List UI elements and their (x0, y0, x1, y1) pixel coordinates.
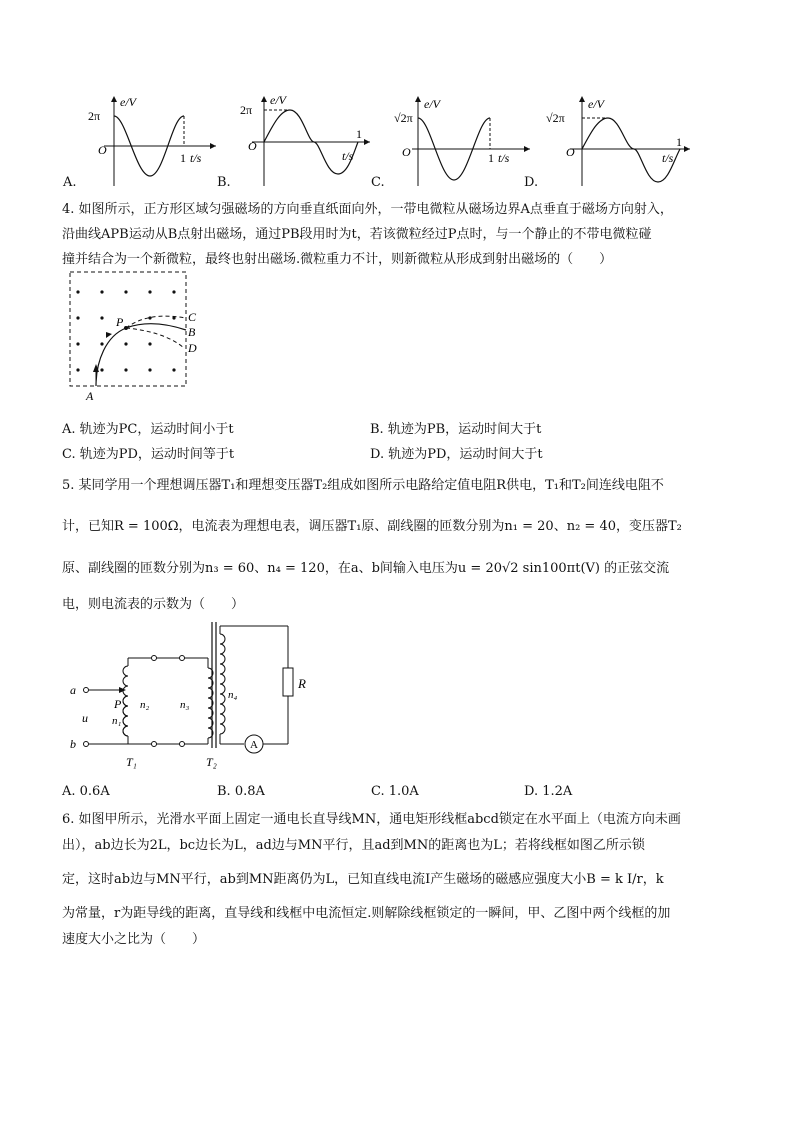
graph-d-ylabel: e/V (588, 97, 604, 111)
graph-c-xlabel: t/s (498, 151, 510, 165)
q5-label-p: P (114, 697, 122, 711)
q5-text-line-1: 5. 某同学用一个理想调压器T₁和理想变压器T₂组成如图所示电路给定值电阻R供电，T₁和T₂间连线电阻不 (62, 478, 664, 493)
graph-c-origin: O (402, 145, 411, 159)
q5-option-b: B. 0.8A (217, 784, 265, 799)
q6-text-line-1: 6. 如图甲所示，光滑水平面上固定一通电长直导线MN，通电矩形线框abcd锁定在水平面上（电流方向未画 (62, 812, 681, 827)
graph-c-ymax: √2π (394, 111, 413, 125)
q4-label-a: A (86, 389, 94, 402)
q3-graphs-svg (60, 92, 740, 190)
graph-a-xlabel: t/s (190, 151, 202, 165)
q5-option-a: A. 0.6A (62, 784, 110, 799)
q5-label-t1: T₁ (126, 755, 137, 769)
q6-text-line-2: 出），ab边长为2L，bc边长为L，ad边与MN平行，且ad到MN的距离也为L；若将线框如图乙所示锁 (62, 838, 645, 853)
q5-label-t2: T₂ (206, 755, 217, 769)
graph-d-xlabel: t/s (662, 151, 674, 165)
q5-ammeter-label: A (250, 739, 258, 751)
graph-c-one: 1 (488, 151, 494, 165)
q5-text-line-2: 计，已知R = 100Ω，电流表为理想电表，调压器T₁原、副线圈的匝数分别为n₁ = 20、n₂ = 40，变压器T₂ (62, 519, 682, 534)
graph-d-label: D. (524, 175, 539, 190)
q5-option-d: D. 1.2A (524, 784, 573, 799)
q4-label-c: C (188, 310, 197, 324)
graph-c-label: C. (371, 175, 385, 190)
graph-d-ymax: √2π (546, 111, 565, 125)
q5-label-u: u (82, 711, 88, 725)
q4-text-line-3: 撞并结合为一个新微粒，最终也射出磁场.微粒重力不计，则新微粒从形成到射出磁场的（ ） (62, 252, 613, 267)
q4-label-p: P (116, 315, 124, 329)
graph-a-ymax: 2π (88, 109, 101, 123)
q4-text-line-2: 沿曲线APB运动从B点射出磁场，通过PB段用时为t，若该微粒经过P点时，与一个静止的不带电微粒碰 (62, 227, 652, 242)
q4-option-a: A. 轨迹为PC，运动时间小于t (62, 422, 234, 437)
graph-c-ylabel: e/V (424, 97, 440, 111)
q4-option-b: B. 轨迹为PB，运动时间大于t (370, 422, 542, 437)
q5-text-line-4: 电，则电流表的示数为（ ） (62, 597, 245, 612)
q5-text-line-3: 原、副线圈的匝数分别为n₃ = 60、n₄ = 120，在a、b间输入电压为u = 20√2 sin100πt(V) 的正弦交流 (62, 561, 670, 576)
graph-b-ylabel: e/V (270, 93, 286, 107)
q5-circuit-figure (62, 616, 322, 772)
q6-text-line-5: 速度大小之比为（ ） (62, 932, 206, 947)
q4-text-line-1: 4. 如图所示，正方形区域匀强磁场的方向垂直纸面向外，一带电微粒从磁场边界A点垂直于磁场方向射入， (62, 202, 673, 217)
graph-b-ymax: 2π (240, 103, 253, 117)
graph-a-ylabel: e/V (120, 95, 136, 109)
q5-option-c: C. 1.0A (371, 784, 419, 799)
graph-a-label: A. (63, 175, 77, 190)
q4-option-d: D. 轨迹为PD，运动时间大于t (370, 447, 543, 462)
q5-label-n2: n₂ (140, 699, 150, 711)
q6-text-line-3: 定，这时ab边与MN平行，ab到MN距离仍为L，已知直线电流I产生磁场的磁感应强度大小B = k I/r，k (62, 872, 664, 887)
graph-d-one: 1 (676, 135, 682, 149)
q5-label-n3: n₃ (180, 699, 190, 711)
q6-text-line-4: 为常量，r为距导线的距离，直导线和线框中电流恒定.则解除线框锁定的一瞬间，甲、乙图中两个线框的加 (62, 906, 671, 921)
field-dots (76, 290, 175, 371)
graph-b-one: 1 (356, 127, 362, 141)
graph-b-origin: O (248, 139, 257, 153)
graph-d-origin: O (566, 145, 575, 159)
q4-option-c: C. 轨迹为PD，运动时间等于t (62, 447, 235, 462)
q4-label-b: B (188, 325, 196, 339)
graph-a-origin: O (98, 143, 107, 157)
graph-b (240, 93, 370, 186)
graph-c (394, 96, 530, 186)
q5-label-a: a (70, 683, 76, 697)
q4-label-d: D (188, 341, 197, 355)
q5-label-n4: n₄ (228, 689, 238, 701)
q5-label-b: b (70, 737, 76, 751)
graph-b-xlabel: t/s (342, 149, 354, 163)
q5-label-n1: n₁ (112, 715, 122, 727)
graph-b-label: B. (217, 175, 231, 190)
q5-label-r: R (298, 676, 306, 691)
graph-a (88, 95, 216, 186)
graph-a-one: 1 (180, 151, 186, 165)
graph-d (546, 96, 690, 186)
q4-magnetic-field-figure (62, 266, 212, 402)
